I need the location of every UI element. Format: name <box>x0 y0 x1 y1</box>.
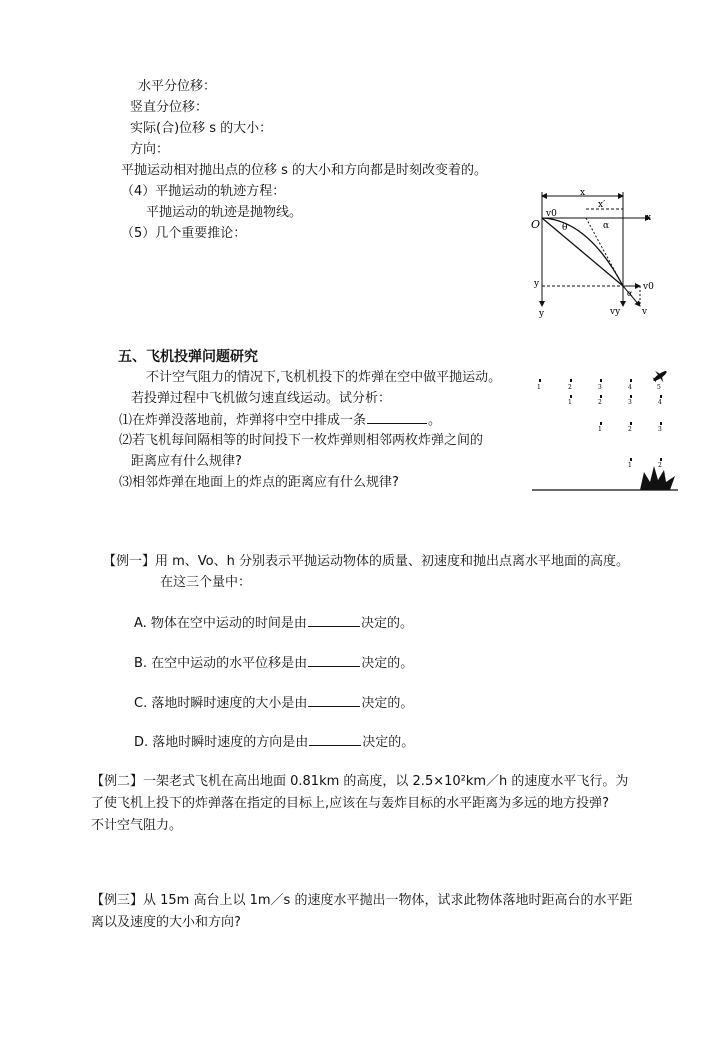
example-2-line2: 了使飞机上投下的炸弹落在指定的目标上,应该在与轰炸目标的水平距离为多远的地方投弹? <box>91 796 610 811</box>
vy-label: vy <box>610 307 621 317</box>
bomb-label: 2 <box>568 384 572 391</box>
origin-label: O <box>531 218 541 231</box>
question-3: ⑶相邻炸弹在地面上的炸点的距离应有什么规律? <box>119 475 399 490</box>
option-c-text: C. 落地时瞬时速度的大小是由 <box>134 696 308 711</box>
bomb-label: 2 <box>598 399 602 406</box>
direction-line: 方向： <box>130 142 170 157</box>
example-1-option-b <box>134 654 413 673</box>
question-1 <box>119 411 441 430</box>
horizontal-displacement-line: 水平分位移： <box>138 79 217 94</box>
option-d-blank[interactable] <box>309 733 361 746</box>
option-d-suffix: 决定的。 <box>362 735 415 750</box>
option-b-text: B. 在空中运动的水平位移是由 <box>134 656 308 671</box>
example-1-line1: 【例一】用 m、Vo、h 分别表示平抛运动物体的质量、初速度和抛出点离水平地面的高度。 <box>103 554 630 569</box>
y-axis-label: y <box>539 309 545 319</box>
question-1-blank[interactable] <box>367 411 427 424</box>
bomb-row-1 <box>537 379 661 391</box>
explosion-icon <box>640 466 675 490</box>
displacement-changes-line: 平抛运动相对抛出点的位移 s 的大小和方向都是时刻改变着的。 <box>121 163 488 178</box>
bomb-label: 3 <box>628 399 632 406</box>
bomb-label: 2 <box>628 426 632 433</box>
example-1-line2: 在这三个量中： <box>160 575 252 590</box>
bomb-label: 5 <box>657 384 661 391</box>
alpha-bottom-label: α <box>627 289 633 298</box>
option-d-text: D. 落地时瞬时速度的方向是由 <box>134 735 309 750</box>
theta-label: θ <box>562 223 568 233</box>
bomb-label: 1 <box>628 462 632 469</box>
v0-bottom-label: v0 <box>643 282 654 292</box>
question-2: ⑵若飞机每间隔相等的时间投下一枚炸弹则相邻两枚炸弹之间的 <box>119 433 484 448</box>
bomb-label: 4 <box>628 384 632 391</box>
bomb-label: 2 <box>658 462 662 469</box>
trajectory-equation-line: （4）平抛运动的轨迹方程： <box>121 184 286 199</box>
bomb-label: 3 <box>598 384 602 391</box>
question-1-end: 。 <box>428 413 442 428</box>
x-axis-label: x <box>646 213 652 223</box>
example-2-line1: 【例二】一架老式飞机在高出地面 0.81km 的高度，以 2.5×10²km／h 的速度水平飞行。为 <box>91 774 629 789</box>
bomb-label: 1 <box>568 399 572 406</box>
x-dimension-label: x <box>580 188 586 198</box>
section-five-line2: 若投弹过程中飞机做匀速直线运动。试分析： <box>131 391 392 406</box>
example-3-line1: 【例三】从 15m 高台上以 1m／s 的速度水平抛出一物体，试求此物体落地时距高台的水平距 <box>91 893 633 908</box>
bomb-label: 3 <box>658 426 662 433</box>
important-inferences-line: （5）几个重要推论： <box>121 226 247 241</box>
bomb-row-4 <box>628 458 662 469</box>
option-a-suffix: 决定的。 <box>360 616 413 631</box>
projectile-displacement-diagram <box>528 188 670 320</box>
option-c-suffix: 决定的。 <box>361 696 414 711</box>
option-c-blank[interactable] <box>308 694 360 707</box>
x-prime-label: x′ <box>598 200 606 210</box>
question-1-text: ⑴在炸弹没落地前，炸弹将中空中排成一条 <box>119 413 367 428</box>
example-1-option-c <box>134 694 413 713</box>
option-a-blank[interactable] <box>308 614 360 627</box>
example-1-option-a <box>134 614 413 633</box>
trajectory-parabola-line: 平抛运动的轨迹是抛物线。 <box>146 205 303 220</box>
example-1-option-d <box>134 733 414 752</box>
option-b-suffix: 决定的。 <box>361 656 414 671</box>
option-a-text: A. 物体在空中运动的时间是由 <box>134 616 307 631</box>
y-position-label: y <box>534 279 540 289</box>
example-2-line3: 不计空气阻力。 <box>91 818 183 833</box>
v-label: v <box>642 307 648 317</box>
resultant-displacement-line: 实际(合)位移 s 的大小： <box>130 121 273 136</box>
vertical-displacement-line: 竖直分位移： <box>130 100 209 115</box>
alpha-top-label: α <box>603 221 610 231</box>
option-b-blank[interactable] <box>308 654 360 667</box>
bombing-diagram <box>532 366 678 496</box>
example-3-line2: 离以及速度的大小和方向? <box>91 915 241 930</box>
section-five-line1: 不计空气阻力的情况下,飞机机投下的炸弹在空中做平抛运动。 <box>146 370 502 385</box>
bomb-row-2 <box>568 395 662 406</box>
bomb-label: 1 <box>537 384 541 391</box>
question-2-cont: 距离应有什么规律? <box>131 454 242 469</box>
section-five-heading: 五、飞机投弹问题研究 <box>118 349 258 365</box>
v0-top-label: v0 <box>546 209 557 219</box>
bomb-label: 4 <box>658 399 662 406</box>
bomb-label: 1 <box>598 426 602 433</box>
bomb-row-3 <box>598 422 662 433</box>
displacement-line <box>542 218 623 286</box>
